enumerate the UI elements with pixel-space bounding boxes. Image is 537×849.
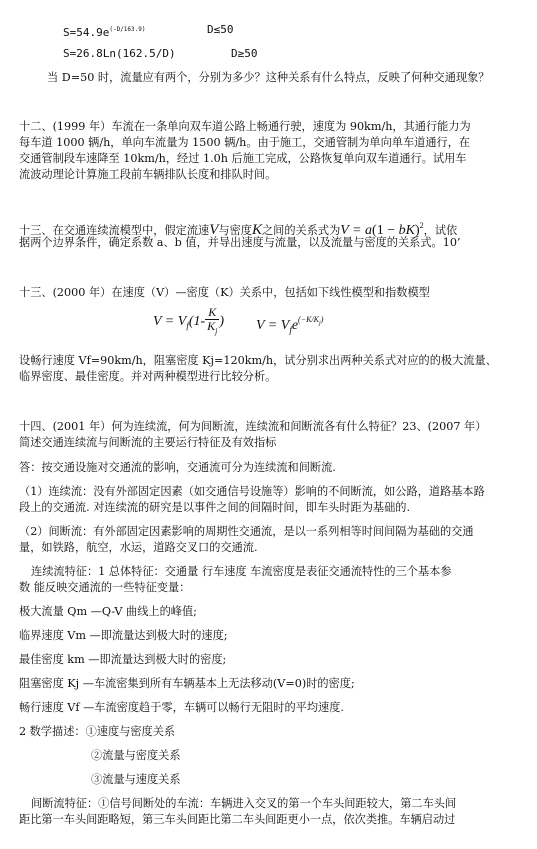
question-d50: 当 D=50 时，流量应有两个，分别为多少？这种关系有什么特点，反映了何种交通现象？ [47,71,490,84]
q12-line: 流波动理论计算施工段前车辆排队长度和排队时间。 [19,168,277,181]
answer-line: 数 能反映交通流的一些特征变量： [19,581,191,594]
answer-line: ③流量与速度关系 [91,773,181,786]
answer-line: 最佳密度 km —即流量达到极大时的密度; [19,653,227,666]
q14-line: 简述交通连续流与间断流的主要运行特征及有效指标 [19,436,277,449]
answer-line: 距比第一车头间距略短，第三车头间距比第二车头间距更小一点，依次类推。车辆启动过 [19,813,456,826]
q13a-text-mid2: 之间的关系式为 [261,224,341,237]
answer-line: 极大流量 Qm —Q-V 曲线上的峰值; [19,605,197,618]
q13a-text-mid1: 与密度 [218,224,252,237]
q14-line: 十四、(2001 年）何为连续流，何为间断流，连续流和间断流各有什么特征？23、(2007 年） [19,420,487,433]
q13a-line-2: 据两个边界条件，确定系数 a、b 值，并导出速度与流量，以及流量与密度的关系式。10’ [19,236,461,249]
answer-line: 2 数学描述：①速度与密度关系 [19,725,176,738]
answer-line: ②流量与密度关系 [91,749,181,762]
formula-exp-base: S=54.9e [63,26,110,39]
answer-line: 段上的交通流. 对连续流的研究是以事件之间的间隔时间，即车头时距为基础的. [19,501,411,514]
q12-line: 十二、(1999 年）车流在一条单向双车道公路上畅通行驶，速度为 90km/h，其通行能力为 [19,120,471,133]
formula-ln-condition: D≥50 [231,47,258,60]
answer-line: 量，如铁路，航空，水运，道路交叉口的交通流. [19,541,258,554]
answer-line: （1）连续流：没有外部固定因素（如交通信号设施等）影响的不间断流，如公路，道路基本路 [19,485,485,498]
formula-exponential [63,23,145,40]
answer-line: 连续流特征：1 总体特征：交通量 行车速度 车流密度是表征交通流特性的三个基本参 [31,565,452,578]
answer-line: 答：按交通设施对交通流的影响，交通流可分为连续流和间断流. [19,461,336,474]
answer-line: 临界速度 Vm —即流量达到极大时的速度; [19,629,228,642]
formula-exp-power: (-D/163.9) [109,26,146,33]
answer-line: 间断流特征：①信号间断处的车流：车辆进入交叉的第一个车头间距较大，第二车头间 [31,797,457,810]
q13b-after-line: 临界密度、最佳密度。并对两种模型进行比较分析。 [19,370,277,383]
symbol-v: V [209,222,219,238]
q13a-text-pre: 十三、在交通连续流模型中，假定流速 [19,224,210,237]
answer-line: 畅行速度 Vf —车流密度趋于零，车辆可以畅行无阻时的平均速度. [19,701,344,714]
formula-exp-condition: D≤50 [207,23,234,36]
q12-line: 交通管制段车速降至 10km/h，经过 1.0h 后施工完成，公路恢复单向双车道通行。试用车 [19,152,467,165]
answer-line: （2）间断流：有外部固定因素影响的周期性交通流，是以一系列相等时间间隔为基础的交通 [19,525,474,538]
fraction-k-over-kj: $\frac{K}{K_j}$ [207,305,218,336]
q13a-text-post: ，试依 [423,224,458,237]
q13b-after-line: 设畅行速度 Vf=90km/h，阻塞密度 Kj=120km/h，试分别求出两种关系式对应的的极大流量、 [19,354,497,367]
symbol-k: K [251,222,262,238]
equation-v-abk: V = a [340,223,373,238]
q12-line: 每车道 1000 辆/h，单向车流量为 1500 辆/h。由于施工，交通管制为单向单车道通行，在 [19,136,471,149]
equation-exponential-model: $V = V_fe^{(-K/K_j)}$ [256,315,324,335]
q13b-line-1: 十三、(2000 年）在速度（V）—密度（K）关系中，包括如下线性模型和指数模型 [19,286,430,299]
formula-logarithmic: S=26.8Ln(162.5/D) [63,47,176,60]
answer-line: 阻塞密度 Kj —车流密集到所有车辆基本上无法移动(V=0)时的密度; [19,677,355,690]
equation-linear-model: $V = V_f(1-$ $\frac{K}{K_j}$ ) [153,305,225,336]
equation-v-abk-rest: (1 − bK)$^2$ [372,221,424,238]
